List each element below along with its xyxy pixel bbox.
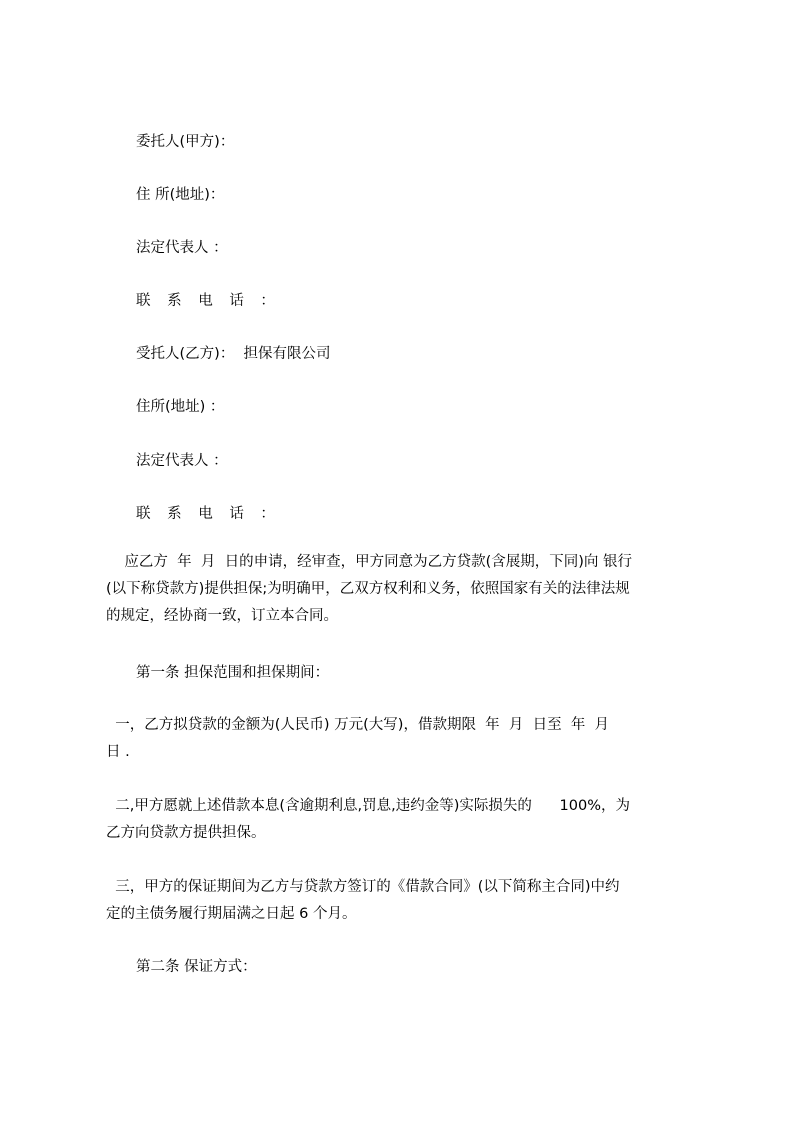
preamble-line: (以下称贷款方)提供担保;为明确甲，乙双方权利和义务，依照国家有关的法律法规 [106,581,630,597]
article-1-heading: 第一条 担保范围和担保期间： [136,665,330,681]
party-b-phone: 联 系 电 话 ： [136,506,281,522]
preamble-paragraph [106,549,701,630]
article-1-item-3 [106,874,701,928]
preamble-line: 的规定，经协商一致，订立本合同。 [106,608,338,624]
clause-line: 定的主债务履行期届满之日起 6 个月。 [106,906,357,922]
party-b-title: 受托人(乙方)： 担保有限公司 [136,346,331,362]
article-1-item-2 [106,793,701,847]
party-b-address: 住所(地址) ： [136,399,225,415]
clause-line: 三，甲方的保证期间为乙方与贷款方签订的《借款合同》(以下简称主合同)中约 [106,879,620,895]
party-a-title: 委托人(甲方)： [136,134,235,150]
clause-line: 乙方向贷款方提供担保。 [106,825,266,841]
article-2-heading: 第二条 保证方式： [136,959,257,975]
clause-line: 日 . [106,744,130,760]
article-1-item-1 [106,712,701,766]
party-a-address: 住 所(地址)： [136,187,225,203]
clause-line: 一，乙方拟贷款的金额为(人民币) 万元(大写)，借款期限 年 月 日至 年 月 [106,717,610,733]
party-a-legal-rep: 法定代表人 ： [136,240,228,256]
preamble-line: 应乙方 年 月 日的申请，经审查，甲方同意为乙方贷款(含展期，下同)向 银行 [106,554,633,570]
party-b-legal-rep: 法定代表人 ： [136,453,228,469]
party-a-phone: 联 系 电 话 ： [136,293,281,309]
clause-line: 二,甲方愿就上述借款本息(含逾期利息,罚息,违约金等)实际损失的 100%，为 [106,798,630,814]
